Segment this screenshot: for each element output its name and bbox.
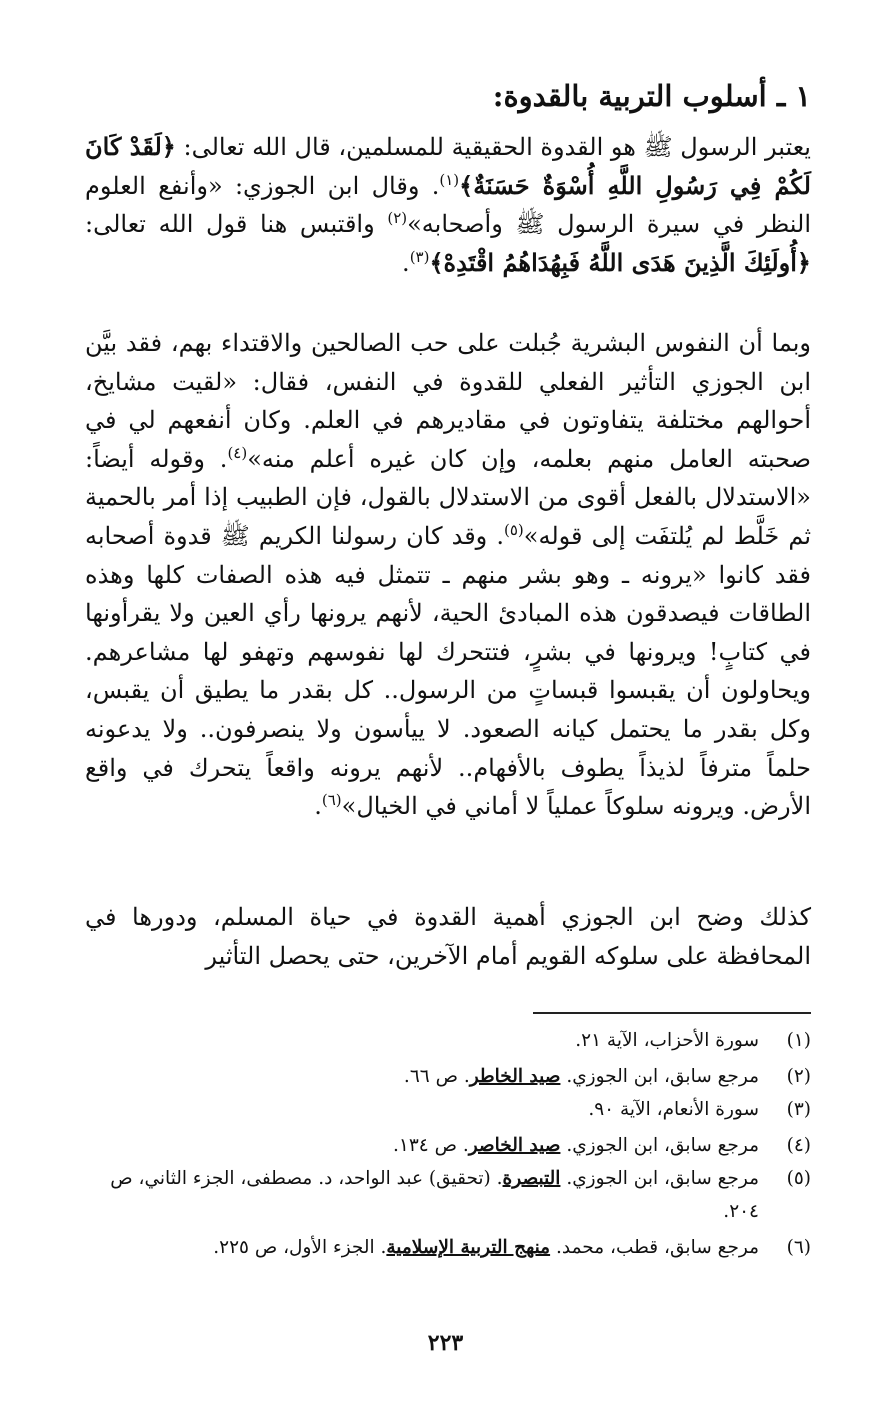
footnote-number: (٢): [786, 1066, 811, 1087]
footnotes: [81, 1024, 811, 1264]
footnote-book-title: صيد الخاصر: [468, 1135, 561, 1156]
footnote-6: [81, 1231, 811, 1264]
footnote-4: [81, 1129, 811, 1162]
paragraph-1-text-4: .: [402, 248, 410, 277]
footnote-number: (٤): [786, 1135, 811, 1156]
footnote-ref-2: (٢): [387, 209, 408, 228]
footnote-text: [81, 1162, 759, 1228]
footnote-page: . ص ١٣٤.: [393, 1135, 469, 1156]
footnote-5: [81, 1162, 811, 1228]
footnote-text: [81, 1060, 759, 1093]
footnote-book-title: منهج التربية الإسلامية: [386, 1237, 551, 1258]
footnote-ref-3: (٣): [409, 247, 430, 266]
footnote-citation: مرجع سابق، ابن الجوزي.: [560, 1135, 759, 1156]
quran-verse-2: ﴿أُولَئِكَ الَّذِينَ هَدَى اللَّهُ فَبِهُدَاهُمُ اقْتَدِهْ﴾: [429, 247, 811, 277]
section-heading: ١ ـ أسلوب التربية بالقدوة:: [492, 79, 811, 113]
footnote-citation: مرجع سابق، ابن الجوزي.: [560, 1168, 759, 1189]
footnote-text: [81, 1231, 759, 1264]
footnote-page: . الجزء الأول، ص ٢٢٥.: [213, 1237, 387, 1258]
footnote-1: [81, 1024, 811, 1057]
paragraph-2-text-2: . وقوله أيضاً: «الاستدلال بالفعل أقوى من الاستدلال بالقول، فإن الطبيب إذا أمر بالحمية ثم خَلَّط لم يُلتفَت إلى قوله»: [85, 444, 811, 550]
footnote-book-title: التبصرة: [502, 1168, 561, 1189]
paragraph-2: [85, 324, 811, 826]
footnote-ref-6: (٦): [321, 791, 342, 810]
footnote-separator: [533, 1012, 811, 1014]
paragraph-3: كذلك وضح ابن الجوزي أهمية القدوة في حياة المسلم، ودورها في المحافظة على سلوكه القويم أمام الآخرين، حتى يحصل التأثير: [85, 903, 811, 970]
quran-verse-1: ﴿لَقَدْ كَانَ لَكُمْ فِي رَسُولِ اللَّهِ أُسْوَةٌ حَسَنَةٌ﴾: [85, 132, 811, 200]
paragraph-1-text-3: واقتبس هنا قول الله تعالى:: [85, 210, 388, 239]
footnote-text: سورة الأحزاب، الآية ٢١.: [575, 1030, 759, 1051]
footnote-2: [81, 1060, 811, 1093]
footnote-text: [81, 1129, 759, 1162]
footnote-ref-5: (٥): [503, 520, 524, 539]
paragraph-1-text-1: يعتبر الرسول ﷺ هو القدوة الحقيقية للمسلمين، قال الله تعالى:: [175, 133, 811, 161]
paragraph-1: [85, 128, 811, 282]
footnote-page: . (تحقيق) عبد الواحد، د. مصطفى، الجزء الثاني، ص ٢٠٤.: [110, 1168, 759, 1222]
footnote-citation: مرجع سابق، ابن الجوزي.: [560, 1066, 759, 1087]
footnote-number: (٥): [786, 1168, 811, 1189]
paragraph-2-text-3: . وقد كان رسولنا الكريم ﷺ قدوة أصحابه فقد كانوا «يرونه ـ وهو بشر منهم ـ تتمثل فيه هذه الصفات كلها وهذه الطاقات فيصدقون هذه المبادئ الحية، لأنهم يرونها رأي العين ولا يقرأونها في كتابٍ! ويرونها في بشرٍ، فتتحرك لها نفوسهم وتهفو لها مشاعرهم. ويحاولون أن يقبسوا قبساتٍ من الرسول.. كل بقدر ما يطيق أن يقبس، وكل بقدر ما يحتمل كيانه الصعود. لا ييأسون ولا ينصرفون.. ولا يدعونه حلماً مترفاً لذيذاً يطوف بالأفهام.. لأنهم يرونه واقعاً يتحرك في واقع الأرض. ويرونه سلوكاً عملياً لا أماني في الخيال»: [85, 521, 811, 821]
paragraph-2-text-4: .: [314, 792, 322, 821]
footnote-number: (٣): [786, 1099, 811, 1120]
footnote-citation: مرجع سابق، قطب، محمد.: [550, 1237, 759, 1258]
paragraph-1-text-2: . وقال ابن الجوزي: «وأنفع العلوم النظر في سيرة الرسول ﷺ وأصحابه»: [85, 171, 811, 239]
footnote-book-title: صيد الخاطر: [469, 1066, 561, 1087]
page-number: ٢٢٣: [427, 1330, 464, 1356]
footnote-ref-1: (١): [439, 170, 460, 189]
footnote-page: . ص ٦٦.: [403, 1066, 470, 1087]
footnote-text: سورة الأنعام، الآية ٩٠.: [588, 1099, 759, 1120]
footnote-ref-4: (٤): [227, 443, 248, 462]
footnote-3: [81, 1093, 811, 1126]
footnote-number: (٦): [786, 1237, 811, 1258]
footnote-number: (١): [786, 1030, 811, 1051]
paragraph-2-text-1: وبما أن النفوس البشرية جُبلت على حب الصالحين والاقتداء بهم، فقد بيَّن ابن الجوزي التأثير الفعلي للقدوة في النفس، فقال: «لقيت مشايخ، أحوالهم مختلفة يتفاوتون في مقاديرهم في العلم. وكان أنفعهم لي في صحبته العامل منهم بعلمه، وإن كان غيره أعلم منه»: [85, 329, 811, 473]
